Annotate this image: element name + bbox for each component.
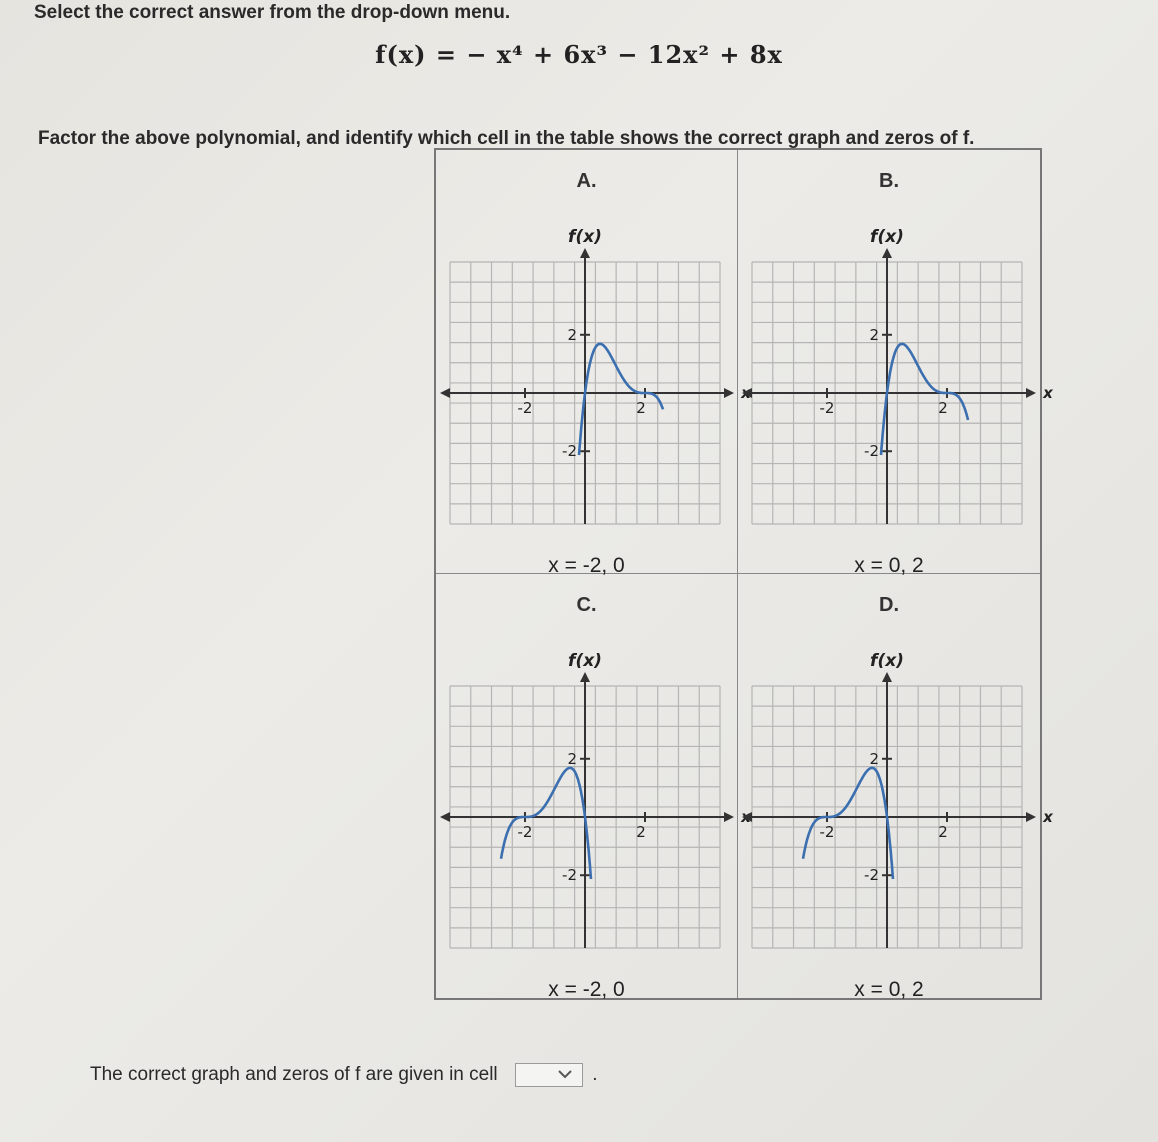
function-curve (579, 344, 663, 455)
x-axis-arrow (742, 388, 752, 398)
x-axis-arrow (440, 812, 450, 822)
x-tick-label: 2 (636, 823, 646, 841)
cell-letter: D. (879, 594, 899, 616)
answer-sentence (90, 1063, 598, 1087)
answer-sentence-text: The correct graph and zeros of f are given in cell (90, 1064, 498, 1086)
x-axis-arrow (440, 388, 450, 398)
x-axis-arrow (742, 812, 752, 822)
y-axis-arrow (580, 248, 590, 258)
graph-d (742, 642, 1053, 952)
zeros-label: x = 0, 2 (854, 978, 924, 1001)
function-curve (501, 768, 591, 879)
y-axis-arrow (882, 248, 892, 258)
chevron-down-icon (556, 1065, 574, 1083)
y-tick-label: 2 (567, 325, 577, 344)
y-tick-label: -2 (864, 442, 879, 461)
cell-b (738, 150, 1053, 577)
question-prompt: Factor the above polynomial, and identify which cell in the table shows the correct graph and zeros of f. (38, 128, 975, 149)
x-tick-label: 2 (938, 823, 948, 841)
cell-letter: C. (576, 594, 597, 616)
y-axis-arrow (580, 672, 590, 682)
function-curve (803, 768, 893, 879)
zeros-label: x = -2, 0 (548, 978, 625, 1001)
zeros-label: x = 0, 2 (854, 554, 924, 577)
x-axis-arrow (724, 812, 734, 822)
answer-table (434, 148, 1053, 1001)
x-axis-label: x (1043, 384, 1053, 402)
x-tick-label: -2 (517, 823, 533, 841)
sentence-period: . (592, 1064, 598, 1086)
graph-a (440, 218, 740, 528)
x-tick-label: -2 (819, 823, 835, 841)
x-axis-label: x (1043, 808, 1053, 826)
x-axis-arrow (1026, 388, 1036, 398)
y-tick-label: -2 (562, 866, 577, 885)
function-curve (881, 344, 968, 455)
cell-letter: A. (576, 170, 597, 192)
y-tick-label: -2 (562, 442, 577, 461)
polynomial-equation: f(x) = − x⁴ + 6x³ − 12x² + 8x (375, 40, 783, 69)
x-axis-arrow (1026, 812, 1036, 822)
cell-letter: B. (879, 170, 899, 192)
y-tick-label: 2 (869, 749, 879, 768)
cell-a (436, 150, 738, 577)
x-tick-label: 2 (636, 399, 646, 417)
y-axis-arrow (882, 672, 892, 682)
y-tick-label: -2 (864, 866, 879, 885)
x-axis-arrow (724, 388, 734, 398)
instruction-text: Select the correct answer from the drop-down menu. (34, 2, 511, 23)
cell-d (738, 574, 1053, 1001)
x-tick-label: -2 (819, 399, 835, 417)
graph-c (440, 642, 740, 952)
y-axis-label: f(x) (870, 227, 904, 247)
x-tick-label: -2 (517, 399, 533, 417)
y-tick-label: 2 (567, 749, 577, 768)
y-tick-label: 2 (869, 325, 879, 344)
zeros-label: x = -2, 0 (548, 554, 625, 577)
cell-select-dropdown[interactable] (515, 1063, 583, 1087)
x-tick-label: 2 (938, 399, 948, 417)
y-axis-label: f(x) (870, 651, 904, 671)
cell-c (436, 574, 738, 1001)
graph-b (742, 218, 1053, 528)
y-axis-label: f(x) (568, 227, 602, 247)
y-axis-label: f(x) (568, 651, 602, 671)
